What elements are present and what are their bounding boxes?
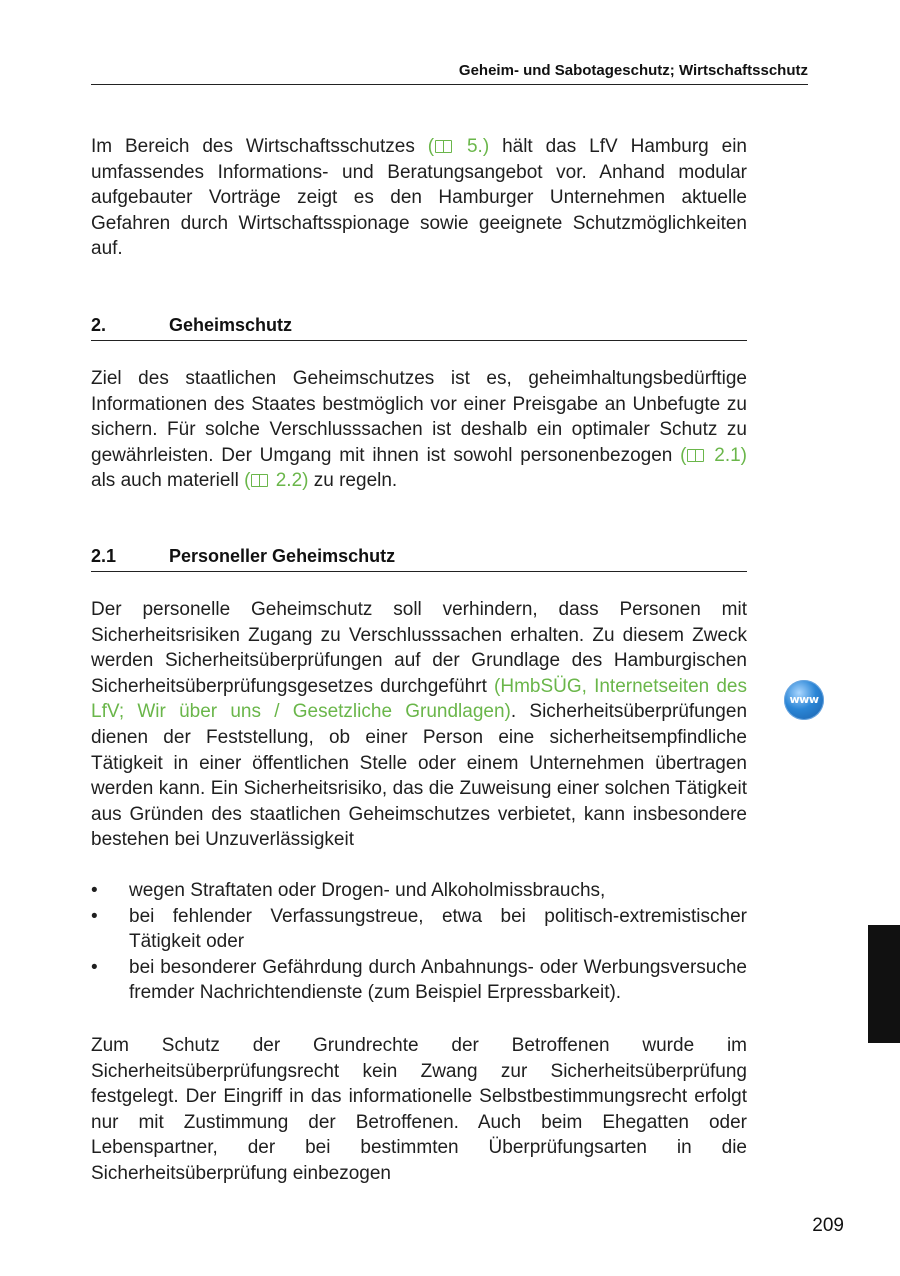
bullet-glyph: • — [91, 880, 98, 901]
crossref-open: ( — [244, 470, 251, 492]
page-number: 209 — [812, 1215, 844, 1236]
crossref-2-1[interactable] — [680, 445, 747, 466]
section-title: Personeller Geheimschutz — [169, 546, 396, 566]
section21-block — [91, 597, 747, 853]
www-globe-icon[interactable]: www — [784, 680, 824, 720]
list-item-text: bei fehlender Verfassungstreue, etwa bei politisch-extremistischer Tätigkeit oder — [129, 905, 747, 953]
list-item-text: wegen Straftaten oder Drogen- und Alkoholmissbrauchs, — [129, 880, 606, 901]
closing-paragraph: Zum Schutz der Grundrechte der Betroffenen wurde im Sicherheitsüberprüfungsrecht kein Zwang zur Sicherheitsüberprüfung festgelegt. Der Eingriff in das informationelle Selbstbestimmungsrecht erfolgt nur mit Zustimmung der Betroffenen. Auch beim Ehegatten oder Lebenspartner, der bei bestimmten Überprüfungsarten in die Sicherheitsüberprüfung einbezogen — [91, 1035, 747, 1184]
section21-text-2: . Sicherheitsüberprüfungen dienen der Feststellung, ob einer Person eine sicherheitsempfindliche Tätigkeit in einer öffentlichen Stelle oder einem Unternehmen übertragen werden kann. Ein Sicherheitsrisiko, das die Zuweisung einer solchen Tätigkeit aus Gründen des staatlichen Geheimschutzes verbietet, kann insbesondere bestehen bei Unzuverlässigkeit — [91, 701, 748, 851]
header-rule — [91, 84, 808, 85]
section-heading-2 — [91, 315, 747, 341]
book-icon — [687, 449, 704, 462]
section21-text-1: Der personelle Geheimschutz soll verhindern, dass Personen mit Sicherheitsrisiken Zugang zu Verschlusssachen erhalten. Zu diesem Zweck werden Sicherheitsüberprüfungen auf der Grundlage des Hamburgischen Sicherheitsüberprüfungsgesetzes durchgeführt — [91, 599, 747, 697]
section2-text-3: zu regeln. — [308, 470, 398, 492]
section21-paragraph — [91, 597, 747, 853]
crossref-5-label: 5.) — [466, 136, 490, 157]
crossref-2-2[interactable] — [244, 470, 308, 491]
section2-block — [91, 366, 747, 494]
intro-paragraph — [91, 134, 747, 262]
crossref-5[interactable] — [428, 136, 489, 157]
book-icon — [251, 474, 268, 487]
intro-text-1: Im Bereich des Wirtschaftsschutzes — [91, 136, 428, 157]
intro-block — [91, 134, 747, 262]
section-number: 2.1 — [91, 546, 117, 566]
running-header-title: Geheim- und Sabotageschutz; Wirtschaftsschutz — [458, 62, 808, 79]
hmbsuedg-link[interactable]: (HmbSÜG, Internetseiten des LfV; Wir über uns / Gesetzliche Grundlagen) — [91, 675, 747, 723]
closing-block — [91, 1033, 747, 1187]
section-number: 2. — [91, 315, 107, 335]
book-icon — [435, 140, 452, 153]
section2-paragraph — [91, 366, 747, 494]
list-item-text: bei besonderer Gefährdung durch Anbahnungs- oder Werbungsversuche fremder Nachrichtendienste (zum Beispiel Erpressbarkeit). — [129, 956, 747, 1004]
crossref-2-2-label: 2.2) — [275, 470, 309, 492]
section2-text-1: Ziel des staatlichen Geheimschutzes ist es, geheimhaltungsbedürftige Informationen des Staates bestmöglich vor einer Preisgabe an Unbefugte zu sichern. Für solche Verschlusssachen ist deshalb ein optimaler Schutz zu gewährleisten. Der Umgang mit ihnen ist sowohl personenbezogen — [91, 368, 747, 466]
list-item — [91, 955, 747, 1006]
chapter-thumb-tab — [868, 925, 900, 1043]
intro-text-2: hält das LfV Hamburg ein umfassendes Informations- und Beratungsangebot vor. Anhand modular aufgebauter Vorträge zeigt es den Hamburger Unternehmen aktuelle Gefahren durch Wirtschaftsspionage sowie geeignete Schutzmöglichkeiten auf. — [91, 136, 747, 260]
crossref-open: ( — [680, 444, 687, 466]
risk-bullet-list — [91, 878, 747, 1006]
crossref-open: ( — [427, 136, 435, 157]
section2-text-2: als auch materiell — [91, 470, 245, 492]
bullet-glyph: • — [91, 905, 98, 927]
list-item — [91, 904, 747, 955]
section-heading-2-1 — [91, 546, 747, 572]
bullet-glyph: • — [91, 956, 98, 978]
list-item — [91, 878, 747, 904]
crossref-2-1-label: 2.1) — [714, 444, 747, 466]
section-title: Geheimschutz — [169, 315, 293, 335]
